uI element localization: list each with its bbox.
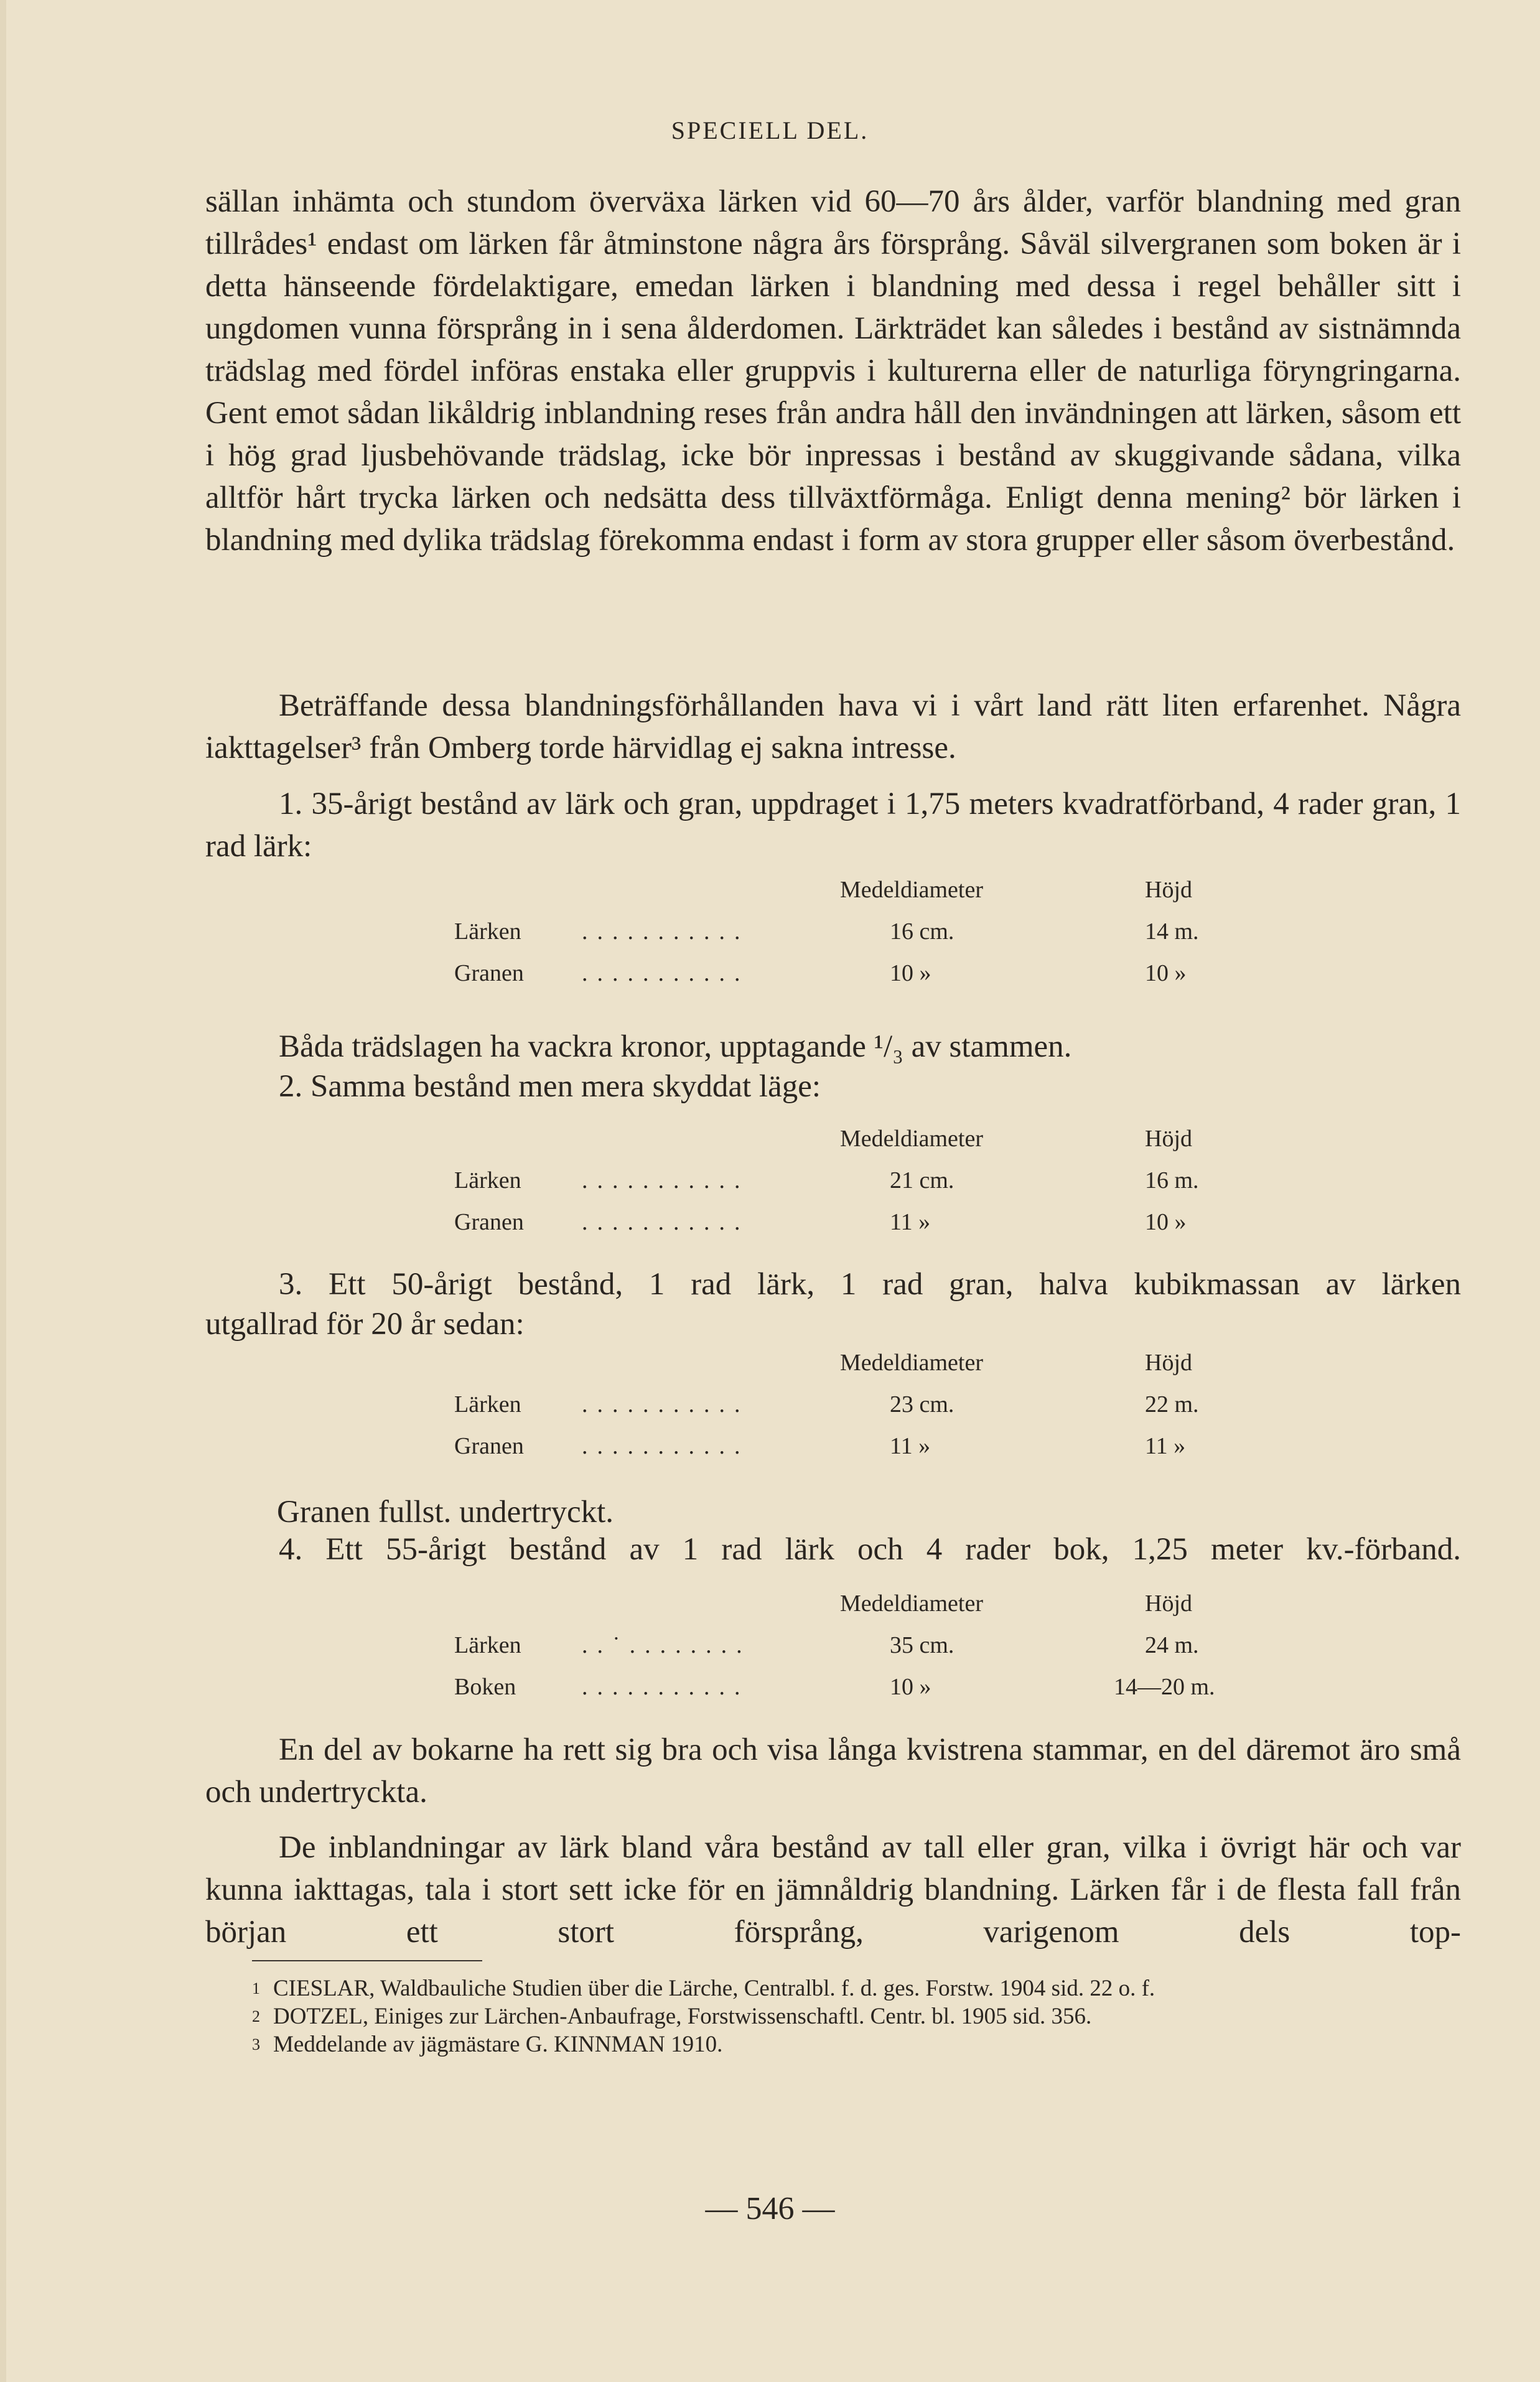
row-name: Granen — [454, 1209, 524, 1235]
row-height: 10 » — [1145, 1209, 1187, 1235]
row-name: Lärken — [454, 1632, 521, 1658]
paragraph-3: En del av bokarne ha rett sig bra och visa långa kvistrena stammar, en del däremot äro små och undertryckta. — [205, 1732, 1461, 1810]
row-diameter: 23 cm. — [890, 1391, 954, 1418]
row-height: 14—20 m. — [1114, 1674, 1215, 1700]
row-diameter: 35 cm. — [890, 1632, 954, 1658]
column-header-height: Höjd — [1145, 877, 1192, 903]
row-name: Granen — [454, 1433, 524, 1459]
column-header-diameter: Medeldiameter — [840, 877, 984, 903]
leader-dots: ........... — [582, 1209, 750, 1235]
footnote-text: DOTZEL, Einiges zur Lärchen-Anbaufrage, Forstwissenschaftl. Centr. bl. 1905 sid. 356. — [273, 2004, 1092, 2029]
item-3-note: Granen fullst. undertryckt. — [277, 1495, 614, 1530]
row-height: 11 » — [1145, 1433, 1186, 1459]
item-3-intro-line-2: utgallrad för 20 år sedan: — [205, 1307, 525, 1342]
item-4-intro: 4. Ett 55-årigt bestånd av 1 rad lärk och 4 rader bok, 1,25 meter kv.-förband. — [279, 1532, 1461, 1567]
footnote-number: 3 — [252, 2035, 260, 2053]
row-diameter: 10 » — [890, 960, 931, 986]
footnote-text: CIESLAR, Waldbauliche Studien über die Lärche, Centralbl. f. d. ges. Forstw. 1904 sid. 22 o. f. — [273, 1976, 1155, 2001]
paragraph-2: Beträffande dessa blandningsförhållanden hava vi i vårt land rätt liten erfarenhet. Några iakttagelser³ från Omberg torde härvidlag ej sakna intresse. — [205, 688, 1461, 765]
footnote-number: 2 — [252, 2007, 260, 2025]
footnote-2 — [252, 2004, 1091, 2030]
leader-dots: ........... — [582, 960, 750, 986]
item-1-note: Båda trädslagen ha vackra kronor, upptagande ¹/₃ av stammen. — [279, 1029, 1072, 1064]
footnote-1 — [252, 1976, 1155, 2002]
footnote-rule — [252, 1960, 482, 1961]
paragraph-4: De inblandningar av lärk bland våra bestånd av tall eller gran, vilka i övrigt här och var kunna iakttagas, tala i stort sett icke för en jämnåldrig blandning. Lärken får i de flesta fall från början ett stort försprång, varigenom dels top- — [205, 1830, 1461, 1950]
leader-dots: ........... — [582, 1433, 750, 1459]
footnote-number: 1 — [252, 1979, 260, 1997]
item-2-intro: 2. Samma bestånd men mera skyddat läge: — [279, 1069, 821, 1104]
leader-dots: ........... — [582, 918, 750, 945]
row-height: 14 m. — [1145, 918, 1199, 945]
row-diameter: 21 cm. — [890, 1167, 954, 1193]
footnote-3 — [252, 2032, 722, 2058]
item-1-intro: 1. 35-årigt bestånd av lärk och gran, uppdraget i 1,75 meters kvadratförband, 4 rader gran, 1 rad lärk: — [205, 787, 1461, 864]
running-head: SPECIELL DEL. — [671, 116, 869, 144]
row-diameter: 16 cm. — [890, 918, 954, 945]
leader-dots: ........... — [582, 1167, 750, 1193]
row-name: Lärken — [454, 1167, 521, 1193]
column-header-diameter: Medeldiameter — [840, 1126, 984, 1152]
item-3-intro-line-1: 3. Ett 50-årigt bestånd, 1 rad lärk, 1 rad gran, halva kubikmassan av lärken — [279, 1267, 1461, 1302]
column-header-height: Höjd — [1145, 1126, 1192, 1152]
page-number: — 546 — — [705, 2191, 835, 2226]
leader-dots: ........... — [582, 1391, 750, 1418]
leader-dots: ........... — [582, 1674, 750, 1700]
row-height: 22 m. — [1145, 1391, 1199, 1418]
row-name: Lärken — [454, 1391, 521, 1418]
row-height: 10 » — [1145, 960, 1187, 986]
footnote-text: Meddelande av jägmästare G. KINNMAN 1910. — [273, 2032, 723, 2057]
column-header-diameter: Medeldiameter — [840, 1350, 984, 1376]
column-header-diameter: Medeldiameter — [840, 1590, 984, 1617]
row-name: Boken — [454, 1674, 516, 1700]
row-diameter: 11 » — [890, 1433, 931, 1459]
row-name: Lärken — [454, 918, 521, 945]
row-diameter: 11 » — [890, 1209, 931, 1235]
row-height: 24 m. — [1145, 1632, 1199, 1658]
row-diameter: 10 » — [890, 1674, 931, 1700]
paragraph-1: sällan inhämta och stundom överväxa lärken vid 60—70 års ålder, varför blandning med gran tillrådes¹ endast om lärken får åtminstone några års försprång. Såväl silvergranen som boken är i detta hänseende fördelaktigare, emedan lärken i blandning med dessa i regel behåller sitt i ungdomen vunna försprång in i sena ålderdomen. Lärkträdet kan således i bestånd av sistnämnda trädslag med fördel införas enstaka eller gruppvis i kulturerna eller de naturliga föryngringarna. Gent emot sådan likåldrig inblandning reses från andra håll den invändningen att lärken, såsom ett i hög grad ljusbehövande trädslag, icke bör inpressas i bestånd av skuggivande sådana, vilka alltför hårt trycka lärken och nedsätta dess tillväxtförmåga. Enligt denna mening² bör lärken i blandning med dylika trädslag förekomma endast i form av stora grupper eller såsom överbestånd. — [205, 184, 1461, 558]
row-name: Granen — [454, 960, 524, 986]
column-header-height: Höjd — [1145, 1350, 1192, 1376]
leader-dots: ..˙........ — [582, 1632, 752, 1658]
column-header-height: Höjd — [1145, 1590, 1192, 1617]
row-height: 16 m. — [1145, 1167, 1199, 1193]
